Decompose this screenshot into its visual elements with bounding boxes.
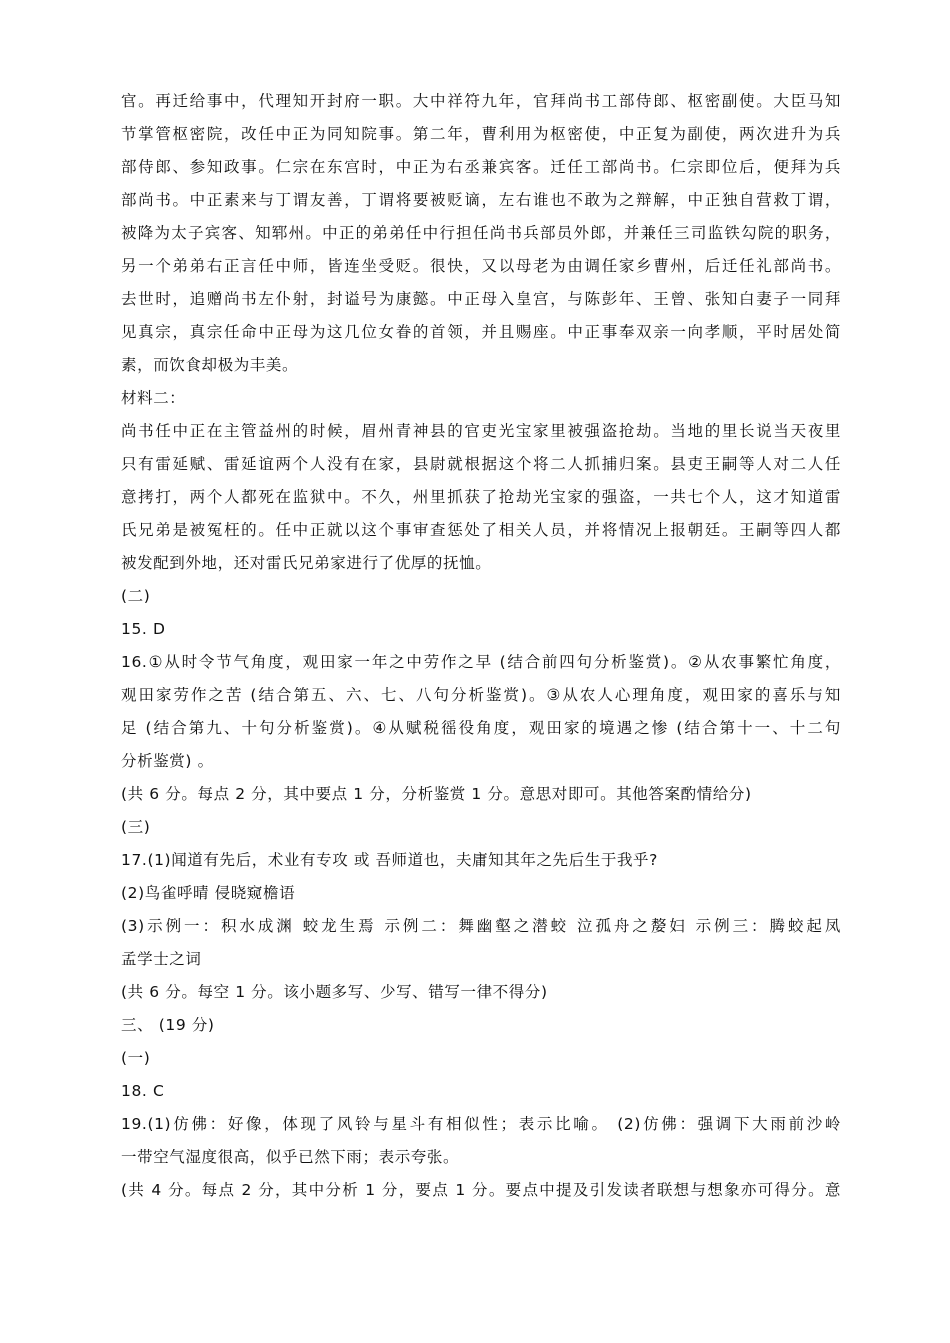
answer-16-line: 观田家劳作之苦 (结合第五、六、七、八句分析鉴赏)。③从农人心理角度，观田家的喜乐与知: [121, 686, 841, 704]
paragraph-line: 被发配到外地，还对雷氏兄弟家进行了优厚的抚恤。: [121, 554, 492, 572]
paragraph-line: 另一个弟弟右正言任中师，皆连坐受贬。很快，又以母老为由调任家乡曹州，后迁任礼部尚书。: [121, 257, 841, 275]
answer-16-line: 足 (结合第九、十句分析鉴赏)。④从赋税徭役角度，观田家的境遇之惨 (结合第十一、十二句: [121, 719, 841, 737]
part-heading: 三、 (19 分): [121, 1016, 215, 1034]
scoring-note: (共 6 分。每点 2 分，其中要点 1 分，分析鉴赏 1 分。意思对即可。其他答案酌情给分): [121, 785, 752, 803]
scoring-note: (共 4 分。每点 2 分，其中分析 1 分，要点 1 分。要点中提及引发读者联想与想象亦可得分。意: [121, 1181, 841, 1199]
answer-16-line: 16.①从时令节气角度，观田家一年之中劳作之早 (结合前四句分析鉴赏)。②从农事繁忙角度，: [121, 653, 841, 671]
section-label: (二): [121, 587, 151, 605]
paragraph-line: 只有雷延赋、雷延谊两个人没有在家，县尉就根据这个将二人抓捕归案。县吏王嗣等人对二人任: [121, 455, 841, 473]
paragraph-line: 节掌管枢密院，改任中正为同知院事。第二年，曹利用为枢密使，中正复为副使，两次进升为兵: [121, 125, 841, 143]
answer-15: 15. D: [121, 620, 166, 638]
scoring-note: (共 6 分。每空 1 分。该小题多写、少写、错写一律不得分): [121, 983, 548, 1001]
answer-18: 18. C: [121, 1082, 165, 1100]
section-label: (三): [121, 818, 151, 836]
answer-19-line: 一带空气湿度很高，似乎已然下雨；表示夸张。: [121, 1148, 460, 1166]
paragraph-line: 氏兄弟是被冤枉的。任中正就以这个事审查惩处了相关人员，并将情况上报朝廷。王嗣等四人都: [121, 521, 841, 539]
paragraph-line: 部侍郎、参知政事。仁宗在东宫时，中正为右丞兼宾客。迁任工部尚书。仁宗即位后，便拜为兵: [121, 158, 841, 176]
paragraph-line: 尚书任中正在主管益州的时候，眉州青神县的官吏光宝家里被强盗抢劫。当地的里长说当天夜里: [121, 422, 841, 440]
answer-17-3: (3)示例一：积水成渊 蛟龙生焉 示例二：舞幽壑之潜蛟 泣孤舟之嫠妇 示例三：腾蛟起凤: [121, 917, 841, 935]
section-label: (一): [121, 1049, 151, 1067]
paragraph-line: 去世时，追赠尚书左仆射，封谥号为康懿。中正母入皇宫，与陈彭年、王曾、张知白妻子一同拜: [121, 290, 841, 308]
section-heading: 材料二：: [121, 389, 186, 407]
answer-17-3-cont: 孟学士之词: [121, 950, 202, 968]
answer-16-line: 分析鉴赏) 。: [121, 752, 214, 770]
paragraph-line: 见真宗，真宗任命中正母为这几位女眷的首领，并且赐座。中正事奉双亲一向孝顺，平时居处简: [121, 323, 841, 341]
answer-17-2: (2)鸟雀呼晴 侵晓窥檐语: [121, 884, 296, 902]
paragraph-line: 部尚书。中正素来与丁谓友善，丁谓将要被贬谪，左右谁也不敢为之辩解，中正独自营救丁谓，: [121, 191, 841, 209]
answer-17-1: 17.(1)闻道有先后，术业有专攻 或 吾师道也，夫庸知其年之先后生于我乎?: [121, 851, 658, 869]
paragraph-line: 官。再迁给事中，代理知开封府一职。大中祥符九年，官拜尚书工部侍郎、枢密副使。大臣马知: [121, 92, 841, 110]
paragraph-line: 意拷打，两个人都死在监狱中。不久，州里抓获了抢劫光宝家的强盗，一共七个人，这才知道雷: [121, 488, 841, 506]
paragraph-line: 被降为太子宾客、知郓州。中正的弟弟任中行担任尚书兵部员外郎，并兼任三司监铁勾院的职务，: [121, 224, 841, 242]
answer-19-line: 19.(1)仿佛：好像，体现了风铃与星斗有相似性；表示比喻。 (2)仿佛：强调下大雨前沙岭: [121, 1115, 841, 1133]
paragraph-line: 素，而饮食却极为丰美。: [121, 356, 299, 374]
